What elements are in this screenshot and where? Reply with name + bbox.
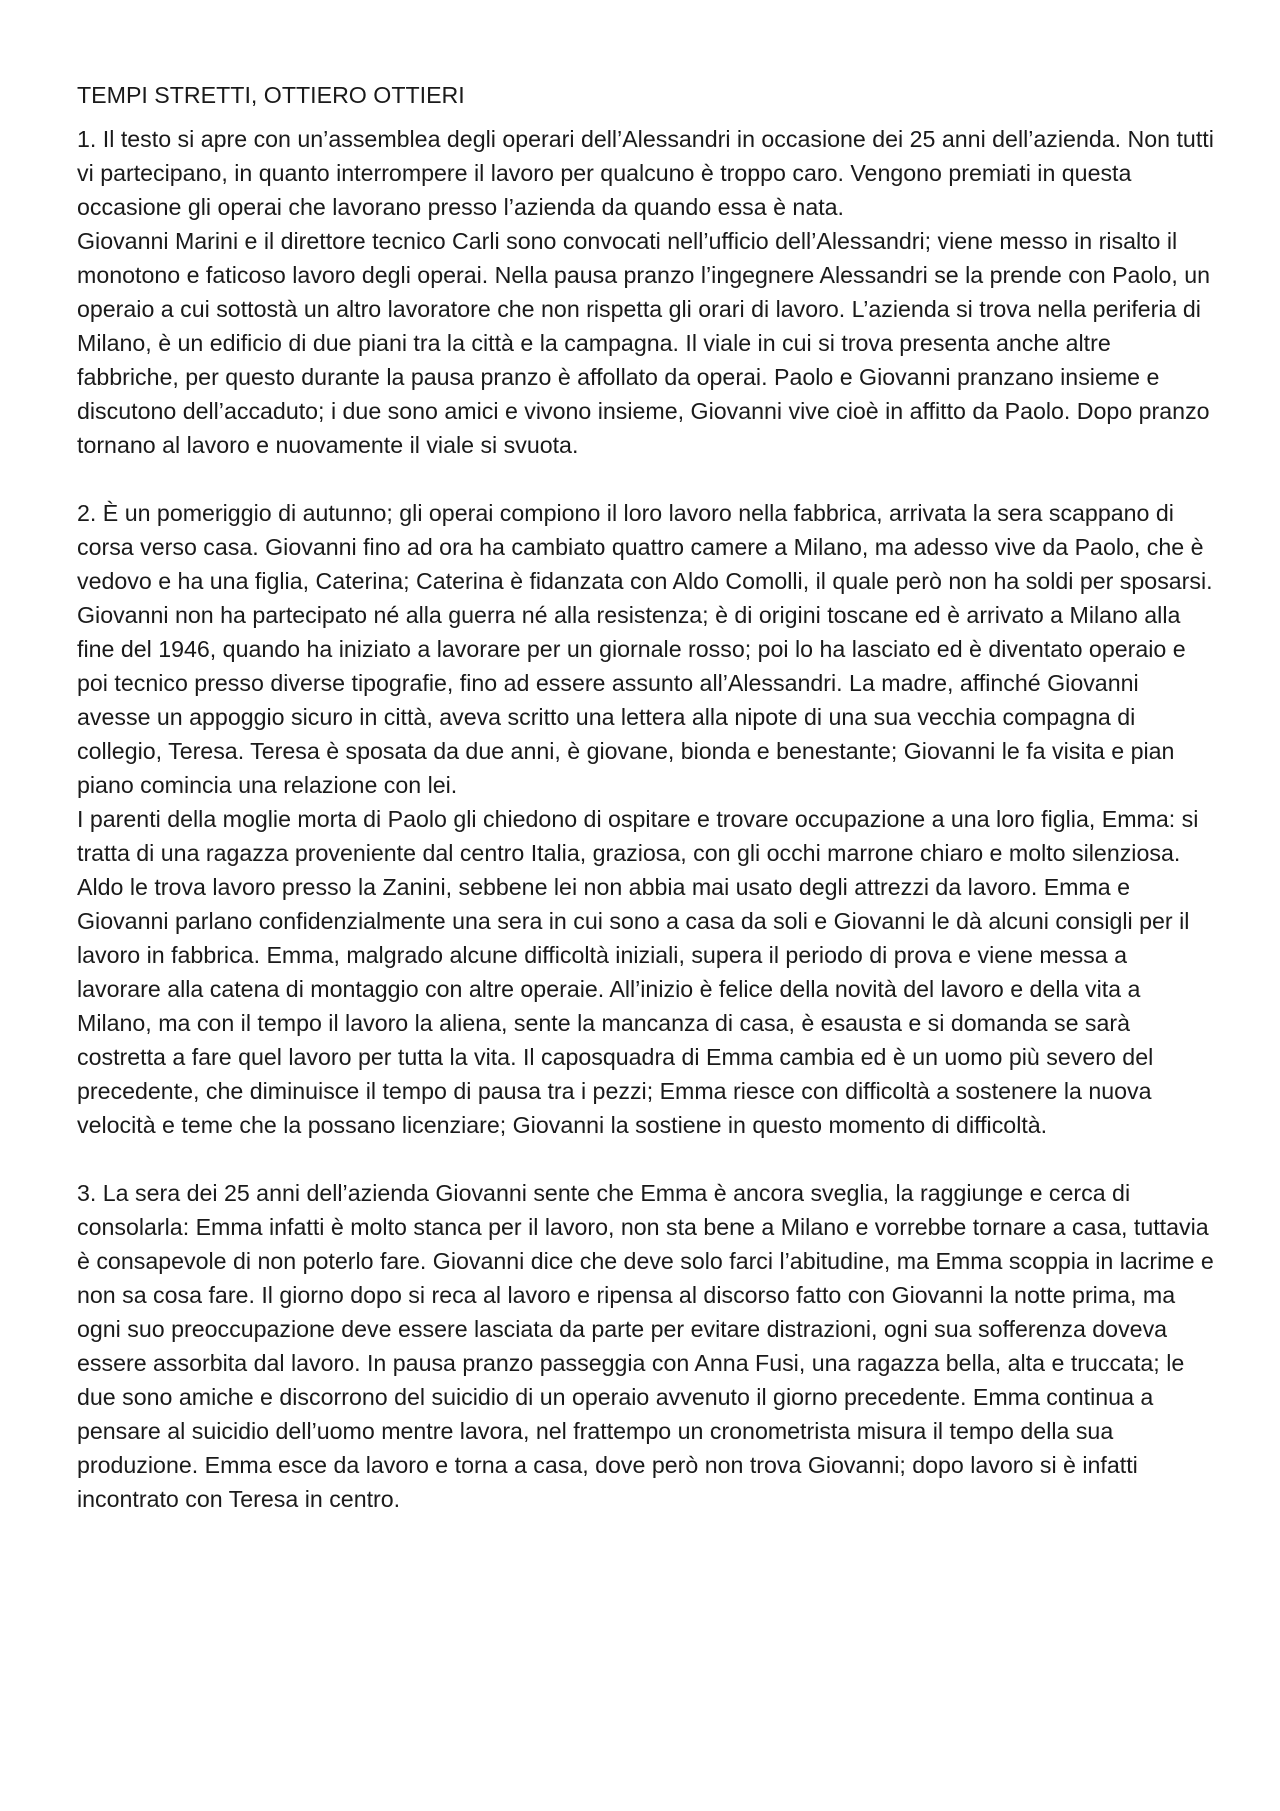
section-2 <box>77 496 1217 1142</box>
paragraph: 3. La sera dei 25 anni dell’azienda Giovanni sente che Emma è ancora sveglia, la raggiunge e cerca di consolarla: Emma infatti è molto stanca per il lavoro, non sta bene a Milano e vorrebbe tornare a casa, tuttavia è consapevole di non poterlo fare. Giovanni dice che deve solo farci l’abitudine, ma Emma scoppia in lacrime e non sa cosa fare. Il giorno dopo si reca al lavoro e ripensa al discorso fatto con Giovanni la notte prima, ma ogni suo preoccupazione deve essere lasciata da parte per evitare distrazioni, ogni sua sofferenza doveva essere assorbita dal lavoro. In pausa pranzo passeggia con Anna Fusi, una ragazza bella, alta e truccata; le due sono amiche e discorrono del suicidio di un operaio avvenuto il giorno precedente. Emma continua a pensare al suicidio dell’uomo mentre lavora, nel frattempo un cronometrista misura il tempo della sua produzione. Emma esce da lavoro e torna a casa, dove però non trova Giovanni; dopo lavoro si è infatti incontrato con Teresa in centro. <box>77 1180 1214 1512</box>
document-title: TEMPI STRETTI, OTTIERO OTTIERI <box>77 82 465 108</box>
paragraph: I parenti della moglie morta di Paolo gli chiedono di ospitare e trovare occupazione a una loro figlia, Emma: si tratta di una ragazza proveniente dal centro Italia, graziosa, con gli occhi marrone chiaro e molto silenziosa. Aldo le trova lavoro presso la Zanini, sebbene lei non abbia mai usato degli attrezzi da lavoro. Emma e Giovanni parlano confidenzialmente una sera in cui sono a casa da soli e Giovanni le dà alcuni consigli per il lavoro in fabbrica. Emma, malgrado alcune difficoltà iniziali, supera il periodo di prova e viene messa a lavorare alla catena di montaggio con altre operaie. All’inizio è felice della novità del lavoro e della vita a Milano, ma con il tempo il lavoro la aliena, sente la mancanza di casa, è esausta e si domanda se sarà costretta a fare quel lavoro per tutta la vita. Il caposquadra di Emma cambia ed è un uomo più severo del precedente, che diminuisce il tempo di pausa tra i pezzi; Emma riesce con difficoltà a sostenere la nuova velocità e teme che la possano licenziare; Giovanni la sostiene in questo momento di difficoltà. <box>77 806 1199 1138</box>
paragraph: Giovanni Marini e il direttore tecnico Carli sono convocati nell’ufficio dell’Alessandri; viene messo in risalto il monotono e faticoso lavoro degli operai. Nella pausa pranzo l’ingegnere Alessandri se la prende con Paolo, un operaio a cui sottostà un altro lavoratore che non rispetta gli orari di lavoro. L’azienda si trova nella periferia di Milano, è un edificio di due piani tra la città e la campagna. Il viale in cui si trova presenta anche altre fabbriche, per questo durante la pausa pranzo è affollato da operai. Paolo e Giovanni pranzano insieme e discutono dell’accaduto; i due sono amici e vivono insieme, Giovanni vive cioè in affitto da Paolo. Dopo pranzo tornano al lavoro e nuovamente il viale si svuota. <box>77 228 1211 458</box>
paragraph: 2. È un pomeriggio di autunno; gli operai compiono il loro lavoro nella fabbrica, arrivata la sera scappano di corsa verso casa. Giovanni fino ad ora ha cambiato quattro camere a Milano, ma adesso vive da Paolo, che è vedovo e ha una figlia, Caterina; Caterina è fidanzata con Aldo Comolli, il quale però non ha soldi per sposarsi. Giovanni non ha partecipato né alla guerra né alla resistenza; è di origini toscane ed è arrivato a Milano alla fine del 1946, quando ha iniziato a lavorare per un giornale rosso; poi lo ha lasciato ed è diventato operaio e poi tecnico presso diverse tipografie, fino ad essere assunto all’Alessandri. La madre, affinché Giovanni avesse un appoggio sicuro in città, aveva scritto una lettera alla nipote di una sua vecchia compagna di collegio, Teresa. Teresa è sposata da due anni, è giovane, bionda e benestante; Giovanni le fa visita e pian piano comincia una relazione con lei. <box>77 500 1213 798</box>
paragraph: 1. Il testo si apre con un’assemblea degli operari dell’Alessandri in occasione dei 25 anni dell’azienda. Non tutti vi partecipano, in quanto interrompere il lavoro per qualcuno è troppo caro. Vengono premiati in questa occasione gli operai che lavorano presso l’azienda da quando essa è nata. <box>77 126 1214 220</box>
document-page <box>77 78 1217 1550</box>
section-3 <box>77 1176 1217 1516</box>
section-1 <box>77 122 1217 462</box>
